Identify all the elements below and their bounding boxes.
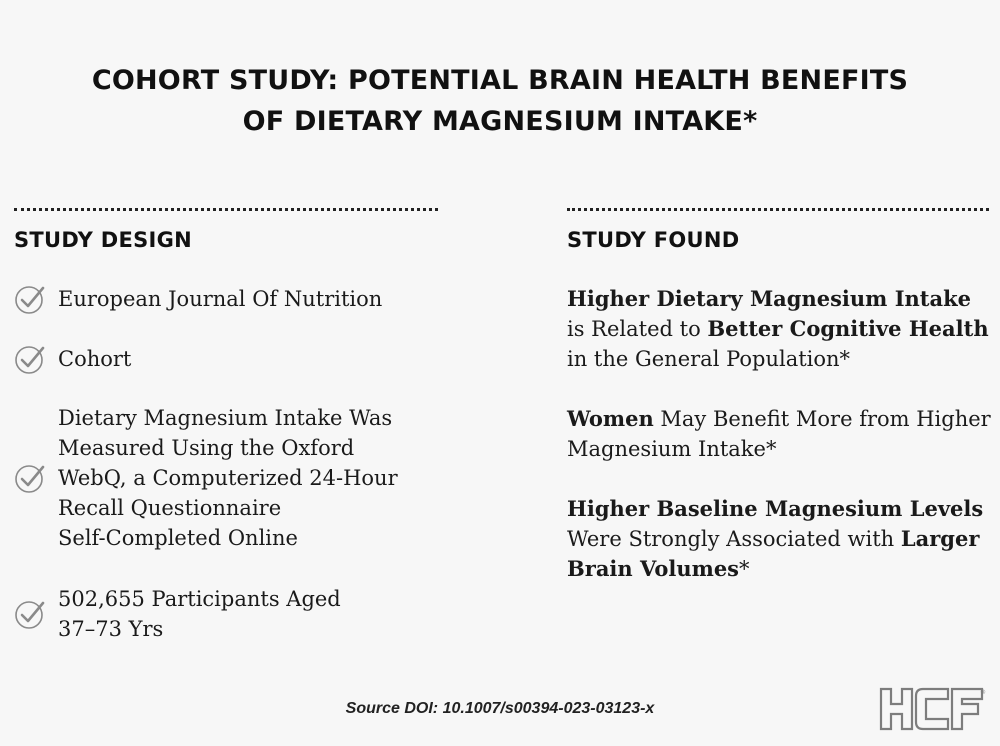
svg-text:®: ®: [980, 689, 986, 696]
source-doi: Source DOI: 10.1007/s00394-023-03123-x: [345, 700, 655, 717]
design-item-text: European Journal Of Nutrition: [58, 287, 383, 311]
design-item-measurement: [14, 403, 444, 553]
finding-text: in the General Population*: [567, 347, 851, 371]
design-item-cohort: [14, 343, 444, 375]
design-item-participants: [14, 584, 444, 644]
design-item-text: Dietary Magnesium Intake Was Measured Using the Oxford WebQ, a Computerized 24-Hour Recall Questionnaire Self-Completed Online: [58, 406, 398, 550]
finding-cognitive-health: [567, 284, 992, 374]
finding-text: *: [739, 557, 750, 581]
finding-emphasis: Larger Brain Volumes: [567, 526, 980, 581]
finding-emphasis: Higher Dietary Magnesium Intake: [567, 286, 972, 311]
finding-text: May Benefit More from Higher Magnesium Intake*: [567, 407, 991, 461]
design-item-text: 502,655 Participants Aged 37–73 Yrs: [58, 587, 341, 641]
finding-text: Were Strongly Associated with: [567, 527, 901, 551]
check-circle-icon: [14, 343, 46, 375]
title-line-1: COHORT STUDY: POTENTIAL BRAIN HEALTH BENEFITS: [91, 65, 909, 96]
check-circle-icon: [14, 462, 46, 494]
study-design-heading: STUDY DESIGN: [14, 228, 193, 252]
study-design-divider: [14, 208, 438, 211]
hcf-logo: [878, 686, 986, 732]
finding-emphasis: Better Cognitive Health: [707, 316, 989, 341]
study-found-divider: [567, 208, 989, 211]
finding-brain-volumes: [567, 494, 992, 584]
title-line-2: OF DIETARY MAGNESIUM INTAKE*: [242, 106, 758, 137]
page-title: [0, 60, 1000, 142]
study-found-heading: STUDY FOUND: [567, 228, 740, 252]
check-circle-icon: [14, 598, 46, 630]
check-circle-icon: [14, 283, 46, 315]
design-item-journal: [14, 283, 444, 315]
finding-women: [567, 404, 992, 464]
finding-emphasis: Women: [567, 406, 654, 431]
design-item-text: Cohort: [58, 347, 132, 371]
finding-text: is Related to: [567, 317, 708, 341]
finding-emphasis: Higher Baseline Magnesium Levels: [567, 496, 984, 521]
